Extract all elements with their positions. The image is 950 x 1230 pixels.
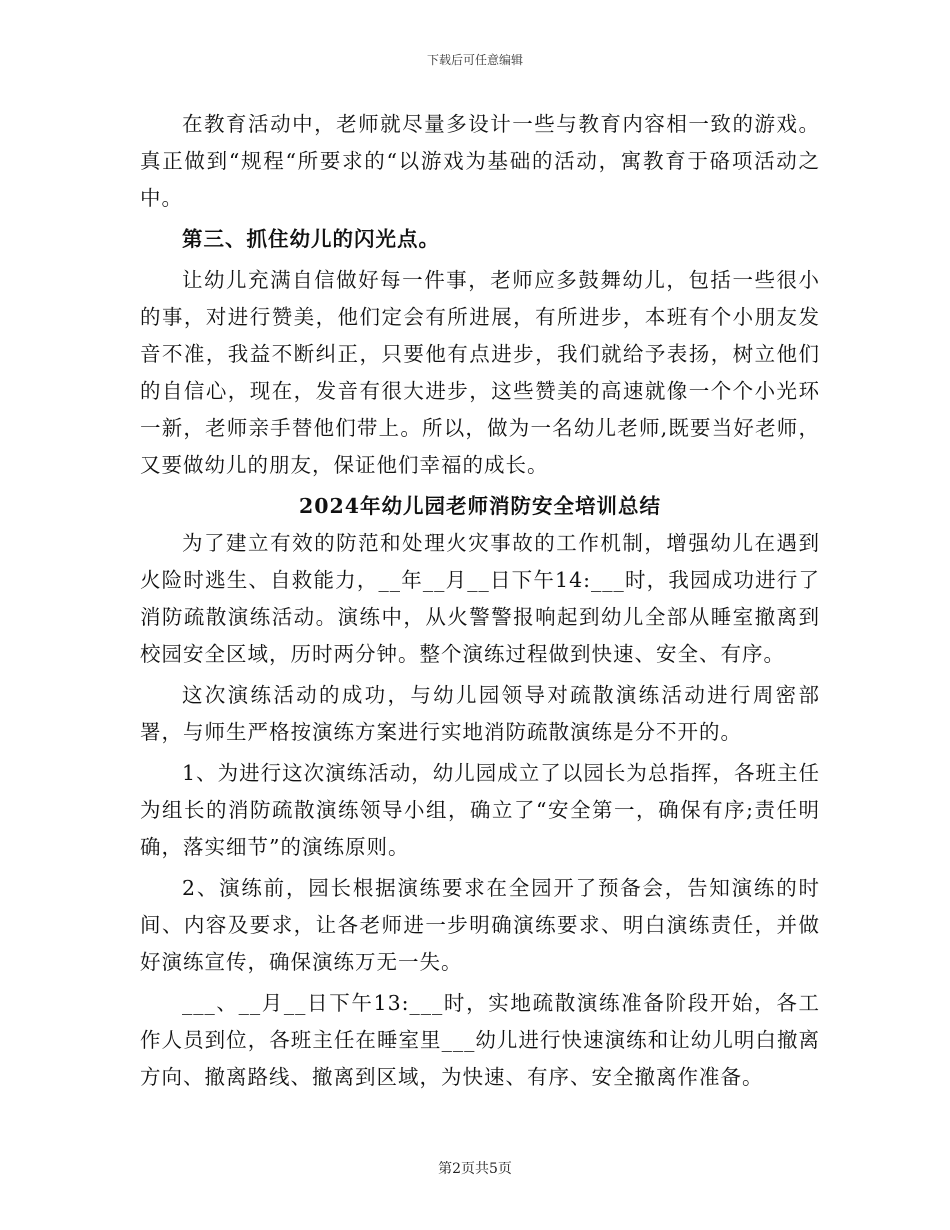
paragraph-item-2: 2、演练前，园长根据演练要求在全园开了预备会，告知演练的时间、内容及要求，让各老师进一步明确演练要求、明白演练责任，并做好演练宣传，确保演练万无一失。 <box>140 876 820 974</box>
paragraph-item-1: 1、为进行这次演练活动，幼儿园成立了以园长为总指挥，各班主任为组长的消防疏散演练领导小组，确立了“安全第一，确保有序;责任明确，落实细节”的演练原则。 <box>140 761 820 859</box>
page-number: 第2页共5页 <box>438 1161 512 1177</box>
section-heading-3: 第三、抓住幼儿的闪光点。 <box>182 227 440 251</box>
page-header-note: 下载后可任意编辑 <box>426 53 523 67</box>
paragraph-item-3: ___、__月__日下午13:___时，实地疏散演练准备阶段开始，各工作人员到位，各班主任在睡室里___幼儿进行快速演练和让幼儿明白撤离方向、撤离路线、撤离到区域，为快速、有序、安全撤离作准备。 <box>140 991 820 1089</box>
paragraph-praise: 让幼儿充满自信做好每一件事，老师应多鼓舞幼儿，包括一些很小的事，对进行赞美，他们定会有所进展，有所进步，本班有个小朋友发音不准，我益不断纠正，只要他有点进步，我们就给予表扬，树立他们的自信心，现在，发音有很大进步，这些赞美的高速就像一个个小光环一新，老师亲手替他们带上。所以，做为一名幼儿老师,既要当好老师，又要做幼儿的朋友，保证他们幸福的成长。 <box>140 268 820 477</box>
paragraph-games: 在教育活动中，老师就尽量多设计一些与教育内容相一致的游戏。真正做到“规程“所要求的“以游戏为基础的活动，寓教育于硌项活动之中。 <box>140 112 820 210</box>
paragraph-drill-success: 这次演练活动的成功，与幼儿园领导对疏散演练活动进行周密部署，与师生严格按演练方案进行实地消防疏散演练是分不开的。 <box>140 683 820 744</box>
paragraph-drill-intro: 为了建立有效的防范和处理火灾事故的工作机制，增强幼儿在遇到火险时逃生、自救能力，__年__月__日下午14:___时，我园成功进行了消防疏散演练活动。演练中，从火警警报响起到幼儿全部从睡室撤离到校园安全区域，历时两分钟。整个演练过程做到快速、安全、有序。 <box>140 531 820 666</box>
document-title: 2024年幼儿园老师消防安全培训总结 <box>298 494 662 518</box>
document-body <box>140 106 820 1096</box>
